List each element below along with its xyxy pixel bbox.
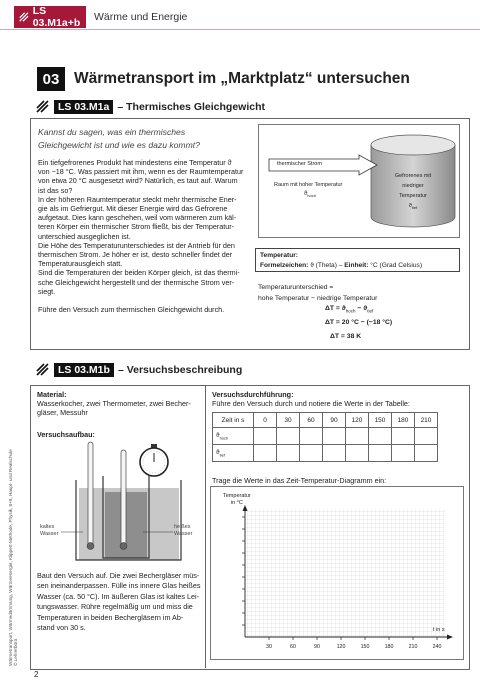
y-label-line: Temperatur: [223, 493, 251, 499]
body-line: gie als im Gefriergut. Mit dieser Energie wird das Gefrorene: [38, 204, 228, 214]
part-b-divider: [205, 385, 206, 668]
row-label-hoch: [213, 428, 254, 445]
body-line: teren Körper ein thermischer Strom fließt, bis der Temperatur-: [38, 222, 234, 232]
procedure-text: Führe den Versuch durch und notiere die Werte in der Tabelle:: [212, 399, 410, 409]
page-number: 2: [34, 670, 39, 679]
row-label-subscript: tief: [219, 452, 225, 458]
setup-heading: Versuchsaufbau:: [37, 430, 95, 439]
body-line: sche Gleichgewicht hergestellt und der thermische Strom ver-: [38, 277, 235, 287]
body-line: Führe den Versuch zum thermischen Gleichgewicht durch.: [38, 305, 225, 315]
time-cell: 60: [300, 413, 323, 428]
thermometer-cold: [87, 442, 94, 549]
x-tick-label: 180: [384, 644, 394, 650]
stripes-icon: [18, 10, 30, 24]
row-label-subscript: hoch: [219, 435, 229, 441]
eq1-left: ΔT = ϑ: [325, 305, 346, 312]
material-line: Wasserkocher, zwei Thermometer, zwei Becher-: [37, 399, 191, 409]
value-cell[interactable]: [323, 445, 346, 462]
instruction-line: Wasser (ca. 50 °C). Im äußeren Glas ist kaltes Lei-: [37, 591, 199, 601]
x-tick-label: 120: [336, 644, 346, 650]
diagram-instruction: Trage die Werte in das Zeit-Temperatur-Diagramm ein:: [212, 476, 387, 485]
value-cell[interactable]: [415, 428, 438, 445]
theta-symbol: ϑ: [216, 431, 220, 439]
room-label: Raum mit hoher Temperatur: [274, 182, 343, 188]
side-credit: [8, 246, 18, 666]
value-cell[interactable]: [254, 428, 277, 445]
procedure-heading: Versuchsdurchführung:: [212, 390, 294, 399]
row-label-tief: [213, 445, 254, 462]
value-cell[interactable]: [323, 428, 346, 445]
instruction-line: sen ineinanderpassen. Fülle ins innere Glas heißes: [37, 581, 201, 591]
eq1-mid: − ϑ: [355, 305, 368, 312]
body-line: von etwa 20 °C ausgesetzt wird? Natürlich, es taut auf. Warum: [38, 176, 238, 186]
eq1-sub2: tief: [367, 308, 374, 314]
body-line: Ein tiefgefrorenes Produkt hat mindestens eine Temperatur ϑ: [38, 158, 232, 167]
body-line: aufgetaut. Dies kann geschehen, weil vom wärmeren zum käl-: [38, 213, 237, 223]
body-line: ist das so?: [38, 185, 73, 195]
cold-label-line: Wasser: [40, 531, 59, 537]
formula-value: ϑ (Theta) –: [310, 262, 343, 269]
diff-line-1: Temperaturunterschied =: [258, 284, 334, 291]
time-cell: 30: [277, 413, 300, 428]
value-cell[interactable]: [254, 445, 277, 462]
x-tick-label: 210: [408, 644, 418, 650]
body-line: von −18 °C. Was passiert mit ihm, wenn es der Raumtemperatur: [38, 167, 244, 177]
part-a-title: – Thermisches Gleichgewicht: [117, 100, 265, 113]
question-line-2: Gleichgewicht ist und wie es dazu kommt?: [38, 140, 200, 150]
value-cell[interactable]: [300, 445, 323, 462]
stripes-icon: [35, 99, 50, 114]
grid-area[interactable]: [245, 509, 445, 637]
header-divider: [0, 29, 480, 30]
value-cell[interactable]: [392, 428, 415, 445]
body-line: unterschied ausgeglichen ist.: [38, 231, 131, 241]
instructions: [37, 571, 202, 633]
instruction-line: Baut den Versuch auf. Die zwei Bechergläser müs-: [37, 571, 200, 580]
side-credit-line: © Lehrerbüro: [13, 638, 18, 666]
cylinder-subscript: tief: [411, 205, 418, 211]
part-b-title: – Versuchsbeschreibung: [117, 363, 243, 376]
instruction-line: Temperaturen in beiden Bechergläsern im Ab-: [37, 612, 184, 622]
temp-heading: Temperatur:: [260, 252, 298, 259]
body-line: Sind die Temperaturen der beiden Körper gleich, ist das thermi-: [38, 268, 240, 278]
hot-label-line: Wasser: [174, 531, 193, 537]
heat-flow-figure: [258, 124, 460, 238]
y-axis-label: [223, 493, 251, 507]
body-line: siegt.: [38, 286, 56, 296]
x-tick-label: 150: [360, 644, 370, 650]
time-cell: 120: [346, 413, 369, 428]
x-tick-label: 90: [314, 644, 320, 650]
setup-drawing: [33, 440, 203, 566]
time-cell: 90: [323, 413, 346, 428]
theta-symbol: ϑ: [408, 203, 412, 209]
value-cell[interactable]: [346, 445, 369, 462]
body-line: thermischen Strom. Je höher er ist, desto schneller findet der: [38, 250, 233, 260]
lesson-code-badge: [14, 6, 86, 28]
x-axis-arrow: [447, 635, 453, 640]
x-tick-label: 60: [290, 644, 296, 650]
room-symbol: [304, 191, 316, 198]
arrow-label: thermischer Strom: [277, 161, 322, 167]
y-label-line: in °C: [230, 500, 243, 506]
cylinder-symbol: [381, 201, 445, 213]
formula-label: Formelzeichen:: [260, 262, 309, 269]
value-cell[interactable]: [392, 445, 415, 462]
unit-label: Einheit:: [344, 262, 369, 269]
temp-formula-line: [260, 261, 455, 271]
eq1-sub1: hoch: [345, 308, 356, 314]
label-hot-water: [174, 524, 192, 538]
part-a-header: [35, 99, 265, 114]
part-a-body: [38, 158, 250, 314]
table-row: [213, 413, 438, 428]
cylinder-label-line: niedriger: [402, 183, 424, 189]
table-row: [213, 428, 438, 445]
part-b-code: LS 03.M1b: [54, 363, 114, 377]
cylinder-top: [371, 135, 455, 155]
value-cell[interactable]: [277, 428, 300, 445]
value-cell[interactable]: [369, 445, 392, 462]
instruction-line: tungswasser. Rühre regelmäßig um und miss die: [37, 602, 193, 612]
body-line: [38, 296, 250, 305]
theta-symbol: ϑ: [304, 191, 308, 197]
lesson-code: LS 03.M1a+b: [32, 5, 81, 29]
time-cell: 0: [254, 413, 277, 428]
diff-equation-1: [325, 305, 373, 313]
x-axis-ticks: [269, 637, 437, 640]
cylinder-label-line: Temperatur: [399, 193, 427, 199]
cylinder-label-line: Gefrorenes mit: [394, 173, 432, 179]
body-line: Temperaturausgleich statt.: [38, 259, 123, 269]
diagram-grid: [211, 487, 463, 659]
unit-value: °C (Grad Celsius): [370, 262, 423, 269]
label-cold-water: [40, 524, 58, 538]
table-header-cell: Zeit in s: [213, 413, 254, 428]
time-cell: 180: [392, 413, 415, 428]
question-line-1: Kannst du sagen, was ein thermisches: [38, 127, 186, 137]
table-row: [213, 445, 438, 462]
section-number: 03: [37, 67, 65, 91]
theta-symbol: ϑ: [216, 448, 220, 456]
body-line: Die Höhe des Temperaturunterschiedes ist der Antrieb für den: [38, 240, 235, 250]
side-credit-line: Wärmetransport, Wärmedämmung, Wärmeenergie, Klippert-Methode, Physik, 8+9, Haupt- und Realschule: [8, 449, 13, 666]
diff-equation-2: ΔT = 20 °C − (−18 °C): [325, 319, 393, 326]
time-cell: 210: [415, 413, 438, 428]
x-axis-label: t in s: [433, 627, 445, 633]
time-cell: 150: [369, 413, 392, 428]
diff-line-2: hohe Temperatur − niedrige Temperatur: [258, 295, 378, 302]
value-cell[interactable]: [277, 445, 300, 462]
stopwatch-icon: [140, 444, 168, 476]
section-title: Wärmetransport im „Marktplatz“ untersuchen: [74, 70, 410, 87]
room-subscript: hoch: [307, 193, 316, 199]
material-heading: Material:: [37, 390, 67, 399]
material-line: gläser, Messuhr: [37, 408, 88, 418]
body-line: In der höheren Raumtemperatur steckt mehr thermische Ener-: [38, 194, 237, 204]
stripes-icon: [35, 362, 50, 377]
instruction-line: stand von 30 s.: [37, 623, 86, 633]
part-b-header: [35, 362, 242, 377]
diagram-frame: [210, 486, 464, 660]
thermometer-hot: [120, 450, 127, 549]
x-tick-label: 30: [266, 644, 272, 650]
header-topic: Wärme und Energie: [94, 11, 188, 23]
part-a-code: LS 03.M1a: [54, 100, 113, 114]
value-cell[interactable]: [346, 428, 369, 445]
temperature-definition-box: [255, 248, 460, 272]
values-table: [212, 412, 438, 462]
cold-label-line: kaltes: [40, 524, 55, 530]
x-tick-label: 240: [432, 644, 442, 650]
value-cell[interactable]: [415, 445, 438, 462]
cylinder-label: [381, 171, 445, 213]
procedure-block: [212, 390, 410, 408]
value-cell[interactable]: [369, 428, 392, 445]
diff-equation-3: ΔT = 38 K: [330, 333, 362, 340]
value-cell[interactable]: [300, 428, 323, 445]
material-block: [37, 390, 202, 418]
hot-label-line: heißes: [174, 524, 191, 530]
